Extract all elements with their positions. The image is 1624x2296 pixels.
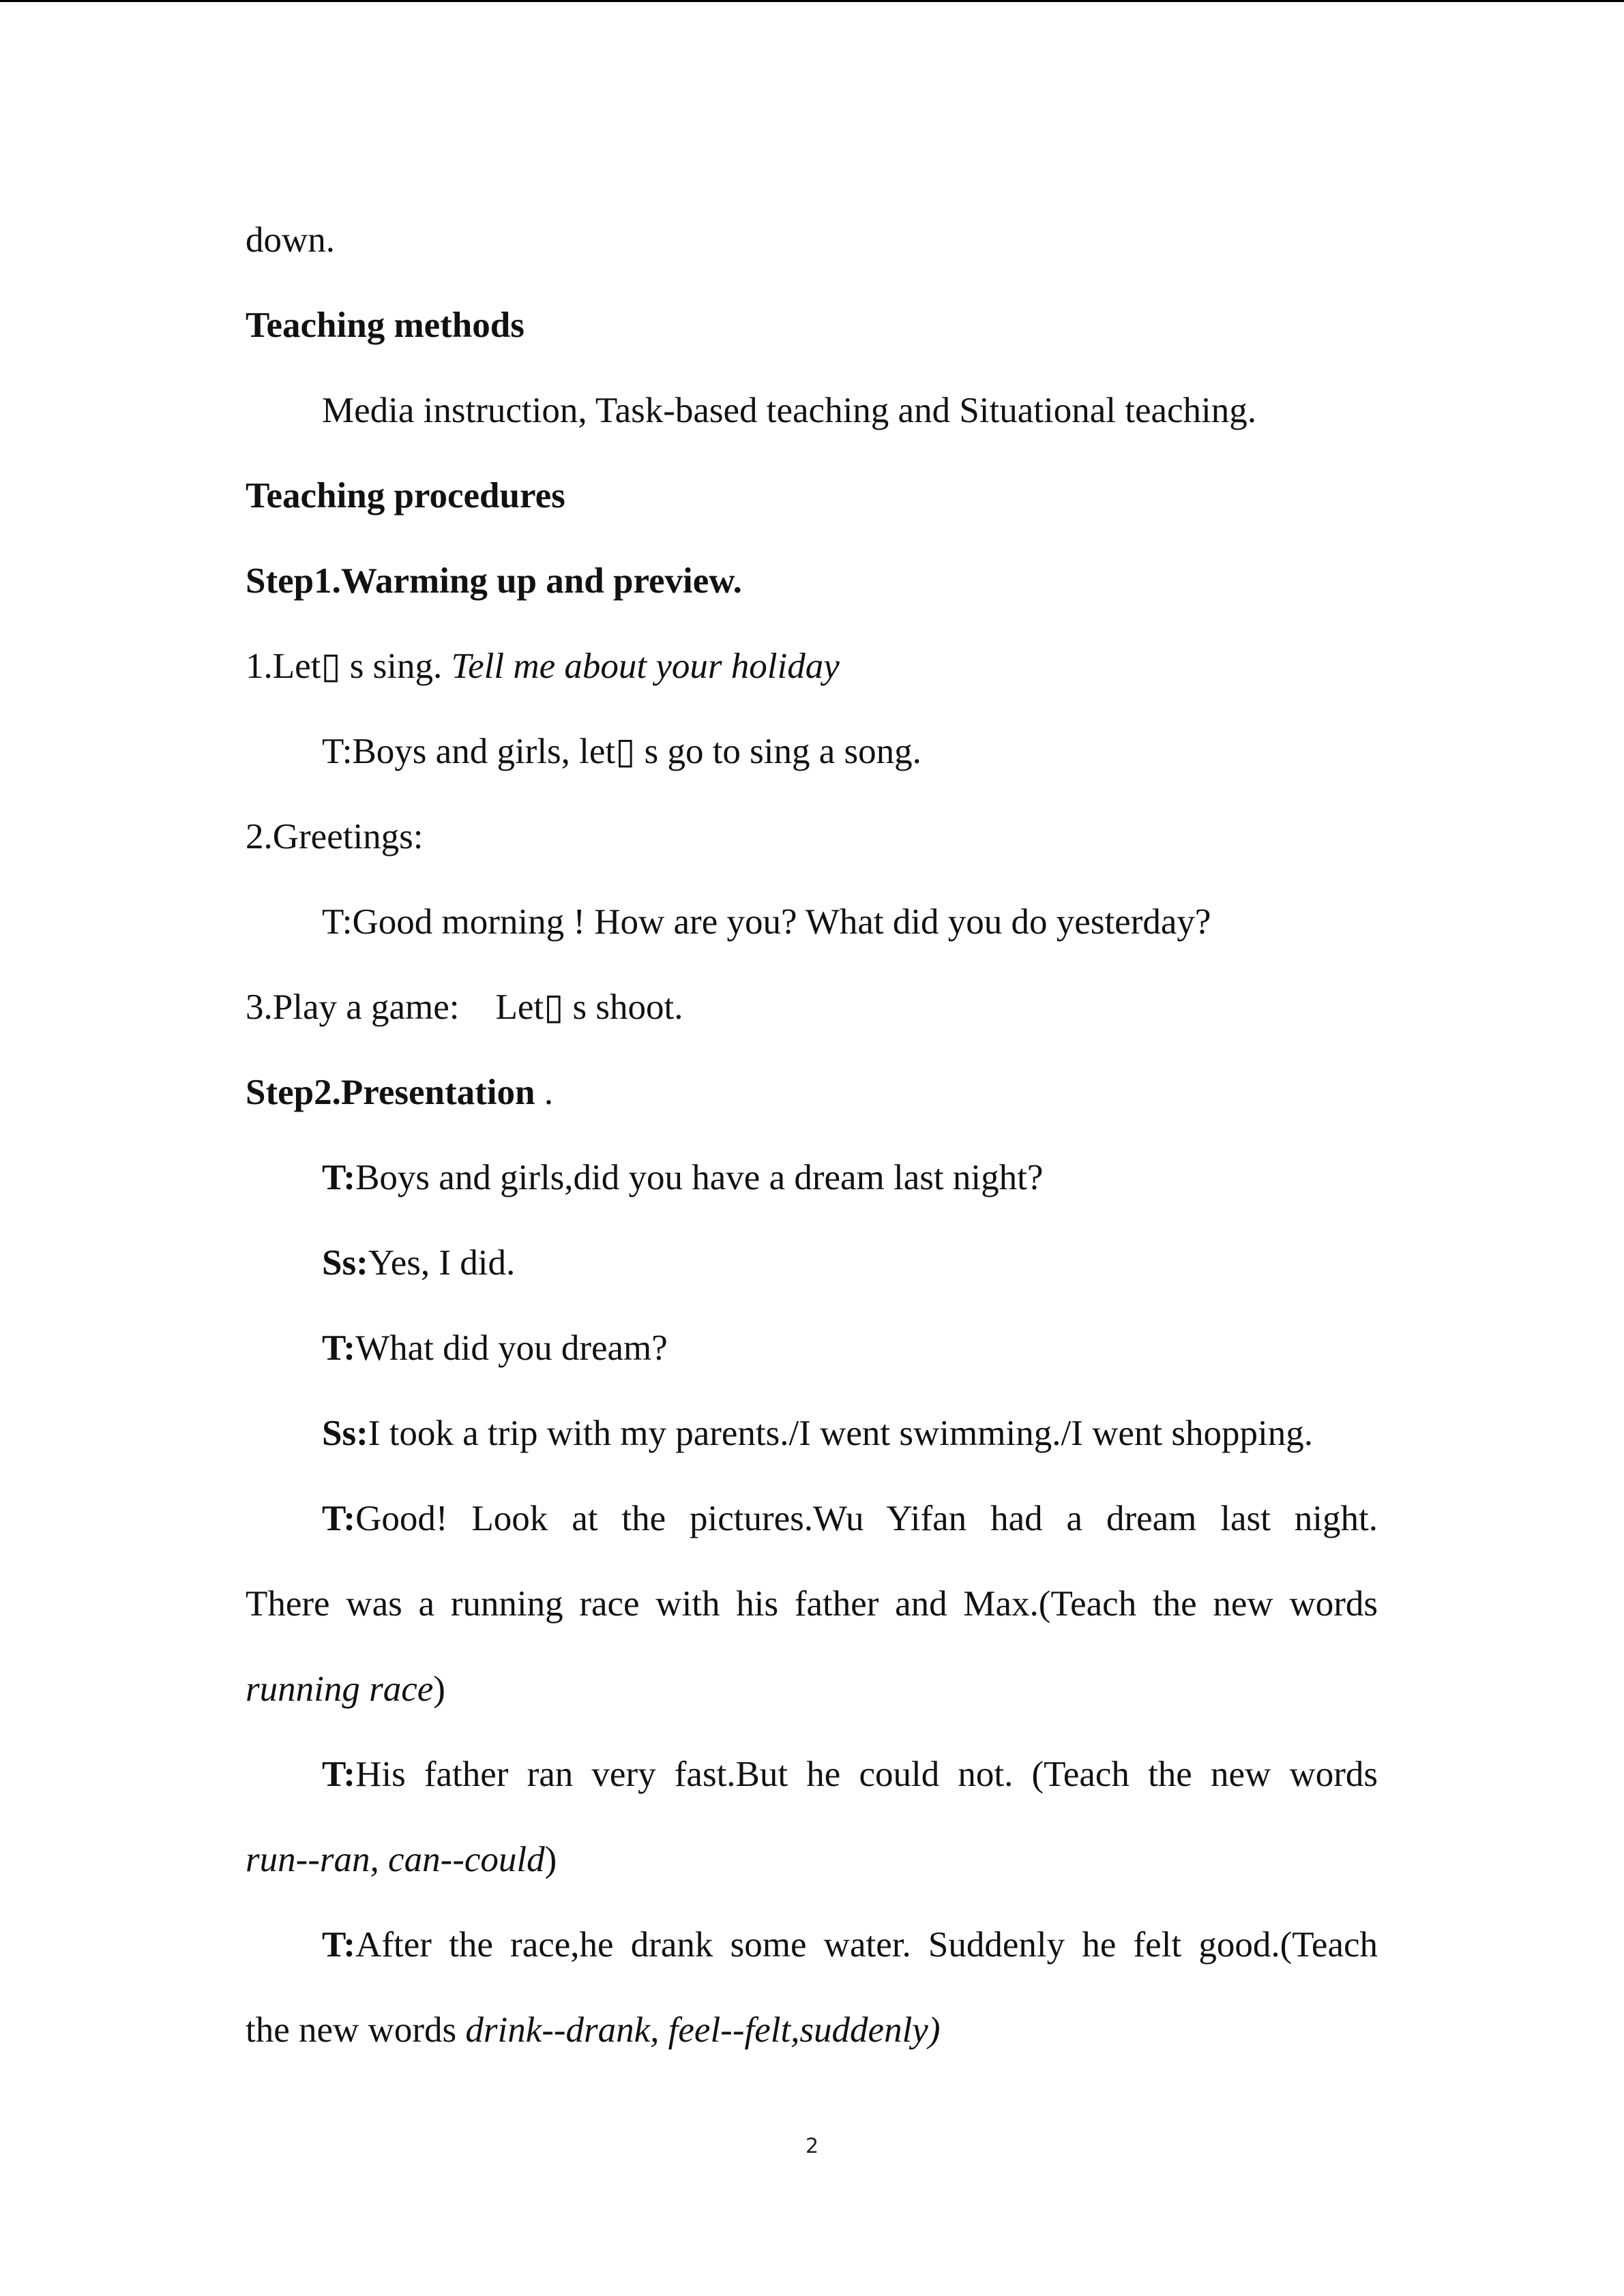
dialogue-line: [322, 1156, 1378, 1199]
song-title: Tell me about your holiday: [451, 646, 840, 686]
heading-teaching-methods: [246, 303, 1378, 347]
dialogue-continuation: [246, 1838, 1378, 1881]
text-line-teacher-sing: [322, 730, 1378, 773]
dialogue-text: His father ran very fast.But he could not. (Teach the new words: [355, 1755, 1378, 1794]
dialogue-text: Yes, I did.: [368, 1243, 516, 1283]
text-line-greetings: [246, 815, 1378, 859]
text-run: T:Boys and girls, let▯ s go to sing a song.: [322, 732, 921, 771]
speaker-label: T:: [322, 1328, 356, 1368]
text-run: 1.Let▯ s sing.: [246, 646, 452, 686]
dialogue-line: [322, 1412, 1378, 1455]
dialogue-continuation: [246, 2008, 1378, 2052]
text-line-methods: [322, 389, 1378, 432]
new-words: drink--drank, feel--felt,suddenly): [465, 2010, 941, 2050]
dialogue-text: I took a trip with my parents./I went swimming./I went shopping.: [368, 1414, 1313, 1453]
text-run: .: [535, 1073, 553, 1112]
heading-teaching-procedures: [246, 474, 1378, 518]
text-line-sing: [246, 644, 1378, 688]
heading-text: Step2.Presentation: [246, 1073, 535, 1112]
dialogue-continuation: [246, 1667, 1378, 1711]
heading-text: Step1.Warming up and preview.: [246, 561, 742, 601]
heading-text: Teaching procedures: [246, 476, 565, 516]
dialogue-line: [322, 1241, 1378, 1285]
text-run: 3.Play a game: Let▯ s shoot.: [246, 987, 683, 1027]
dialogue-text: What did you dream?: [355, 1328, 668, 1368]
text-line-continuation: [246, 218, 1378, 262]
speaker-label: T:: [322, 1925, 356, 1965]
speaker-label: Ss:: [322, 1243, 368, 1283]
dialogue-text: Good! Look at the pictures.Wu Yifan had a dream last night.: [355, 1499, 1378, 1538]
dialogue-continuation: [246, 1582, 1378, 1626]
text-run: the new words: [246, 2010, 466, 2050]
text-line-teacher-greeting: [322, 900, 1378, 944]
new-words: run--ran, can--could: [246, 1840, 545, 1879]
speaker-label: Ss:: [322, 1414, 368, 1453]
page-number: 2: [805, 2134, 819, 2158]
heading-step2: [246, 1071, 1378, 1114]
text-run: ): [544, 1840, 557, 1879]
dialogue-line: [322, 1923, 1378, 1967]
text-run: 2.Greetings:: [246, 817, 424, 856]
heading-step1: [246, 559, 1378, 603]
text-line-game: [246, 985, 1378, 1029]
dialogue-text: Boys and girls,did you have a dream last night?: [355, 1158, 1044, 1197]
dialogue-text: There was a running race with his father and Max.(Teach the new words: [246, 1584, 1378, 1624]
dialogue-line: [322, 1497, 1378, 1540]
speaker-label: T:: [322, 1158, 356, 1197]
dialogue-line: [322, 1753, 1378, 1796]
speaker-label: T:: [322, 1499, 356, 1538]
speaker-label: T:: [322, 1755, 356, 1794]
new-words: running race: [246, 1669, 434, 1709]
dialogue-line: [322, 1326, 1378, 1370]
dialogue-text: After the race,he drank some water. Suddenly he felt good.(Teach: [355, 1925, 1378, 1965]
text-run: T:Good morning ! How are you? What did you do yesterday?: [322, 902, 1211, 942]
text-run: down.: [246, 220, 336, 260]
heading-text: Teaching methods: [246, 305, 525, 345]
text-run: ): [433, 1669, 445, 1709]
text-run: Media instruction, Task-based teaching and Situational teaching.: [322, 391, 1257, 430]
